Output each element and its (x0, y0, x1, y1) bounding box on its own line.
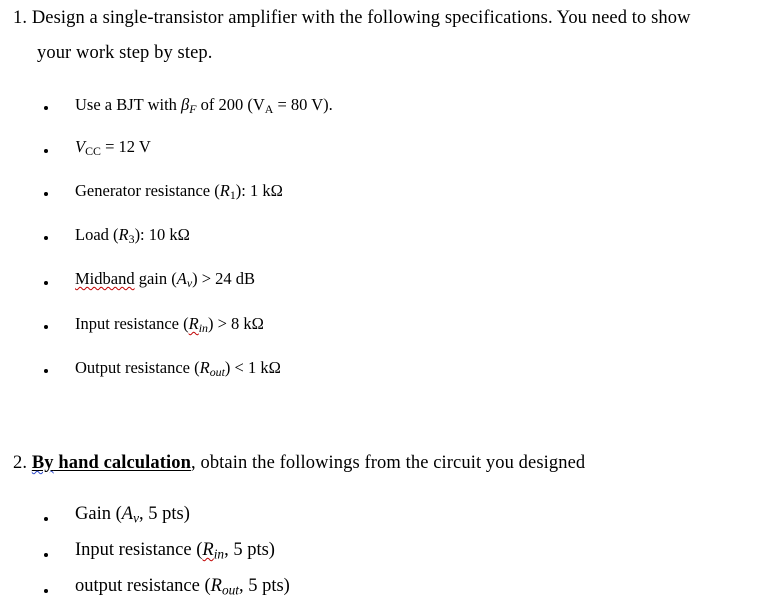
calc-input-resistance: Input resistance ($R_{in}$, 5 pts) (75, 540, 275, 562)
question-2-emphasis: By hand calculation (31, 453, 192, 473)
spec-bjt: Use a BJT with $\beta_F$ of 200 ($V_A = 80$ V). (75, 95, 333, 116)
spec-vcc: $V_{CC} = 12$ V (75, 137, 151, 158)
spellcheck-word: Midband (75, 269, 135, 288)
question-2-text: , obtain the followings from the circuit you designed (191, 453, 586, 473)
bullet (44, 106, 48, 110)
spec-output-resistance: Output resistance $(R_{out}) < 1$ kΩ (75, 358, 281, 379)
bullet (44, 369, 48, 373)
calc-output-resistance: output resistance ($R_{out}$, 5 pts) (75, 576, 290, 598)
spec-midband-gain: Midband gain $(A_v) > 24$ dB (75, 269, 256, 290)
question-1-line-1 (13, 8, 691, 29)
bullet (44, 553, 48, 557)
bullet (44, 589, 48, 593)
spec-load: Load $(R_3)$: 10 kΩ (75, 225, 190, 246)
bullet (44, 325, 48, 329)
calc-gain: Gain ($A_v$, 5 pts) (75, 504, 190, 526)
bullet (44, 236, 48, 240)
spec-generator-resistance: Generator resistance $(R_1)$: 1 kΩ (75, 181, 283, 202)
bullet (44, 149, 48, 153)
question-1-number: 1. (13, 8, 28, 28)
question-1-line-2: your work step by step. (37, 43, 213, 63)
question-1-text-line-1: Design a single-transistor amplifier with the following specifications. You need to show (31, 8, 691, 28)
bullet (44, 517, 48, 521)
question-2-line (13, 453, 585, 474)
question-2-number: 2. (13, 453, 28, 473)
bullet (44, 192, 48, 196)
bullet (44, 281, 48, 285)
spec-input-resistance: Input resistance $(R_{in}) > 8$ kΩ (75, 314, 264, 335)
